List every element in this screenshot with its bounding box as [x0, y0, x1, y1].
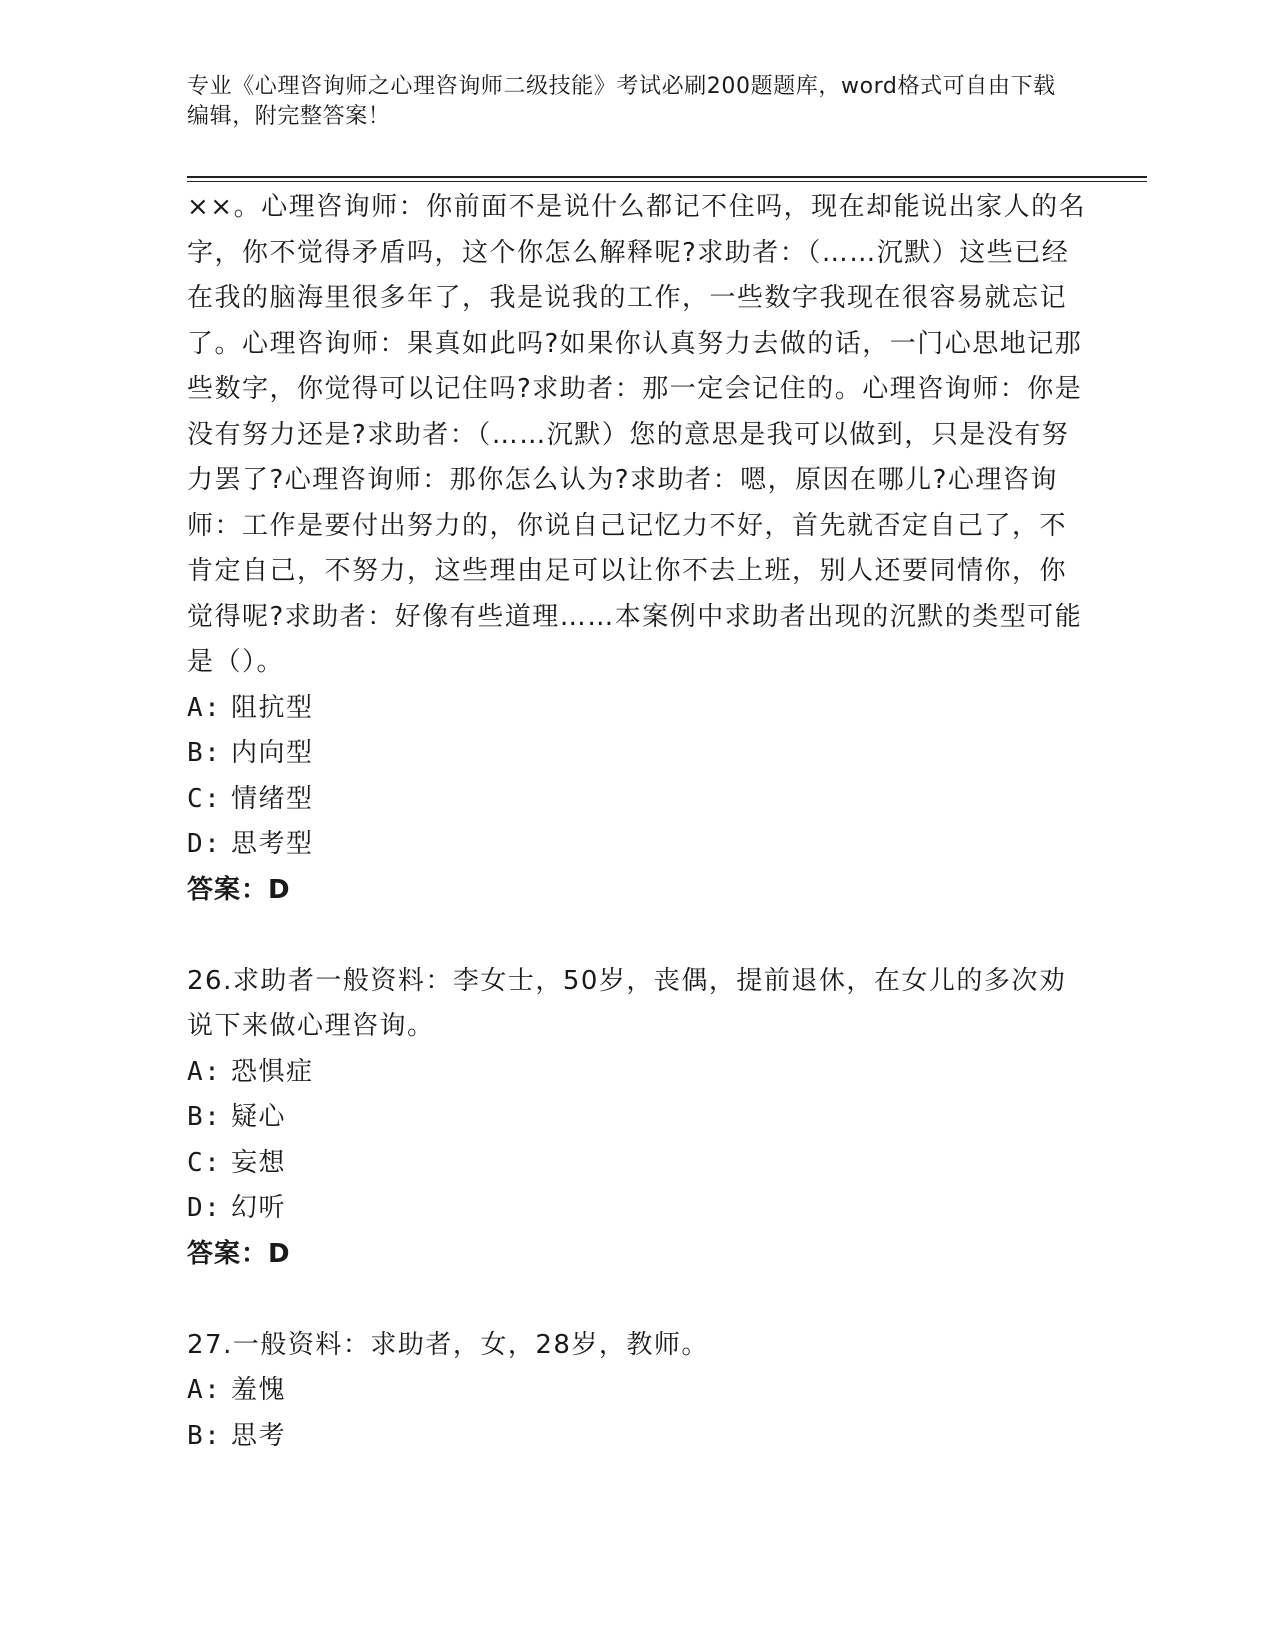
option-text: 思考: [231, 1420, 287, 1451]
option-letter: D:: [187, 1193, 222, 1223]
option-letter: A:: [187, 692, 222, 723]
option-a: [187, 1050, 1087, 1096]
option-a: [187, 1368, 1087, 1414]
spacer: [187, 913, 1087, 959]
option-c: [187, 777, 1087, 823]
option-b: [187, 1095, 1087, 1141]
question-stem: 26.求助者一般资料：李女士，50岁，丧偶，提前退休，在女儿的多次劝说下来做心理咨询。: [187, 965, 1067, 1041]
option-b: [187, 1414, 1087, 1460]
option-letter: B:: [187, 1102, 222, 1132]
answer-line: 答案：D: [187, 874, 291, 905]
option-text: 阻抗型: [231, 692, 314, 723]
option-a: [187, 686, 1087, 732]
option-letter: C:: [187, 783, 222, 814]
option-text: 妄想: [231, 1147, 287, 1178]
option-text: 疑心: [231, 1102, 287, 1132]
option-text: 羞愧: [231, 1375, 287, 1405]
option-letter: B:: [187, 738, 222, 768]
option-letter: C:: [187, 1147, 222, 1178]
answer-line: 答案：D: [187, 1238, 291, 1269]
question-block: [187, 1323, 1087, 1460]
header-divider-thick: [187, 176, 1147, 178]
option-text: 情绪型: [231, 783, 314, 814]
question-stem: ××。心理咨询师：你前面不是说什么都记不住吗，现在却能说出家人的名字，你不觉得矛盾吗，这个你怎么解释呢?求助者：（……沉默）这些已经在我的脑海里很多年了，我是说我的工作，一些数字我现在很容易就忘记了。心理咨询师：果真如此吗?如果你认真努力去做的话，一门心思地记那些数字，你觉得可以记住吗?求助者：那一定会记住的。心理咨询师：你是没有努力还是?求助者：（……沉默）您的意思是我可以做到，只是没有努力罢了?心理咨询师：那你怎么认为?求助者：嗯，原因在哪儿?心理咨询师：工作是要付出努力的，你说自己记忆力不好，首先就否定自己了，不肯定自己，不努力，这些理由足可以让你不去上班，别人还要同情你，你觉得呢?求助者：好像有些道理……本案例中求助者出现的沉默的类型可能是（）。: [187, 192, 1087, 677]
option-text: 内向型: [231, 738, 314, 768]
option-d: [187, 822, 1087, 868]
question-stem: 27.一般资料：求助者，女，28岁，教师。: [187, 1329, 709, 1360]
option-letter: B:: [187, 1420, 222, 1451]
option-c: [187, 1141, 1087, 1187]
spacer: [187, 1277, 1087, 1323]
option-letter: A:: [187, 1056, 222, 1087]
document-body: [187, 185, 1087, 1459]
option-text: 恐惧症: [231, 1056, 314, 1087]
question-block: [187, 185, 1087, 913]
option-text: 思考型: [231, 829, 314, 859]
document-header: [187, 72, 1067, 132]
option-text: 幻听: [231, 1193, 287, 1223]
option-b: [187, 731, 1087, 777]
header-title: 专业《心理咨询师之心理咨询师二级技能》考试必刷200题题库，word格式可自由下载编辑，附完整答案！: [187, 74, 1056, 129]
option-d: [187, 1186, 1087, 1232]
option-letter: D:: [187, 829, 222, 859]
question-block: [187, 959, 1087, 1278]
header-divider-thin: [187, 181, 1147, 182]
option-letter: A:: [187, 1375, 222, 1405]
